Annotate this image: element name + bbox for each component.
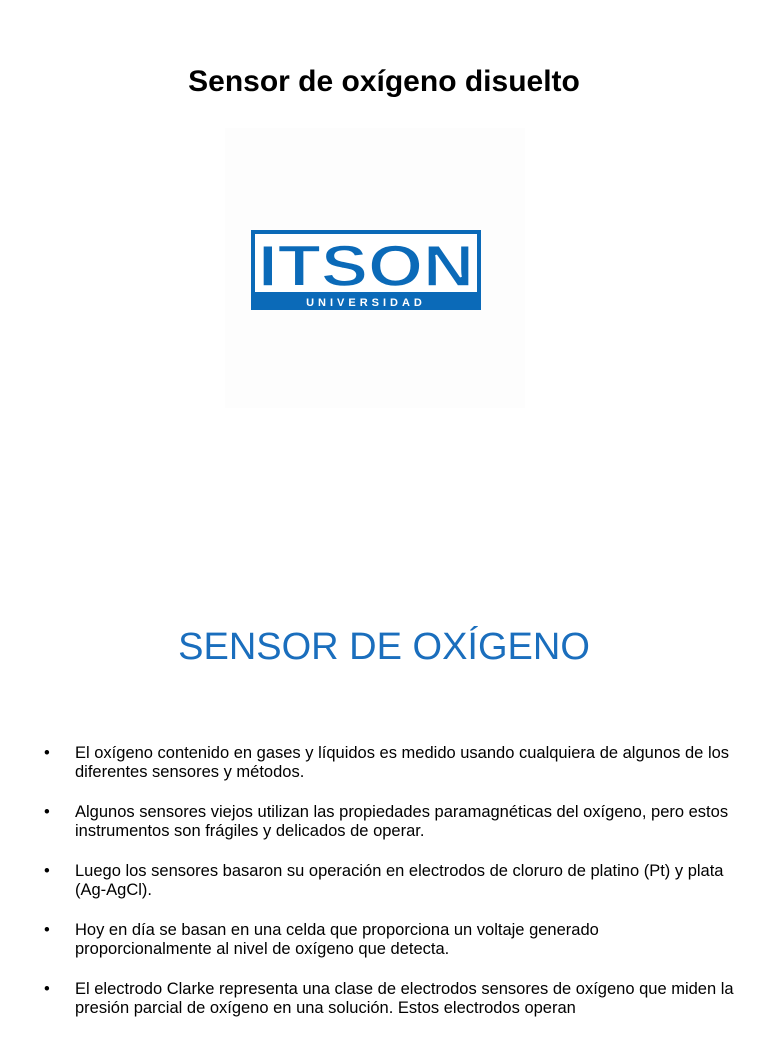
bullet-item [44,980,734,1018]
logo-wordmark: ITSON [258,234,474,299]
itson-logo [251,230,481,310]
bullet-text: Luego los sensores basaron su operación en electrodos de cloruro de platino (Pt) y plata (Ag-AgCl). [75,862,724,899]
bullet-marker: • [44,980,50,998]
bullet-marker: • [44,862,50,880]
bullet-list [44,744,734,1039]
bullet-marker: • [44,921,50,939]
bullet-item [44,744,734,782]
bullet-item [44,803,734,841]
section-title: SENSOR DE OXÍGENO [178,626,590,668]
bullet-item [44,921,734,959]
bullet-item [44,862,734,900]
slide-title: Sensor de oxígeno disuelto [188,65,580,98]
logo-container [225,128,525,408]
bullet-marker: • [44,744,50,762]
bullet-text: El oxígeno contenido en gases y líquidos es medido usando cualquiera de algunos de los diferentes sensores y métodos. [75,744,730,781]
bullet-text: El electrodo Clarke representa una clase de electrodos sensores de oxígeno que miden la presión parcial de oxígeno en una solución. Estos electrodos operan [75,980,734,1017]
bullet-marker: • [44,803,50,821]
logo-subtext: UNIVERSIDAD [306,297,426,309]
bullet-text: Hoy en día se basan en una celda que proporciona un voltaje generado proporcionalmente al nivel de oxígeno que detecta. [75,921,599,958]
bullet-text: Algunos sensores viejos utilizan las propiedades paramagnéticas del oxígeno, pero estos instrumentos son frágiles y delicados de operar. [75,803,729,840]
